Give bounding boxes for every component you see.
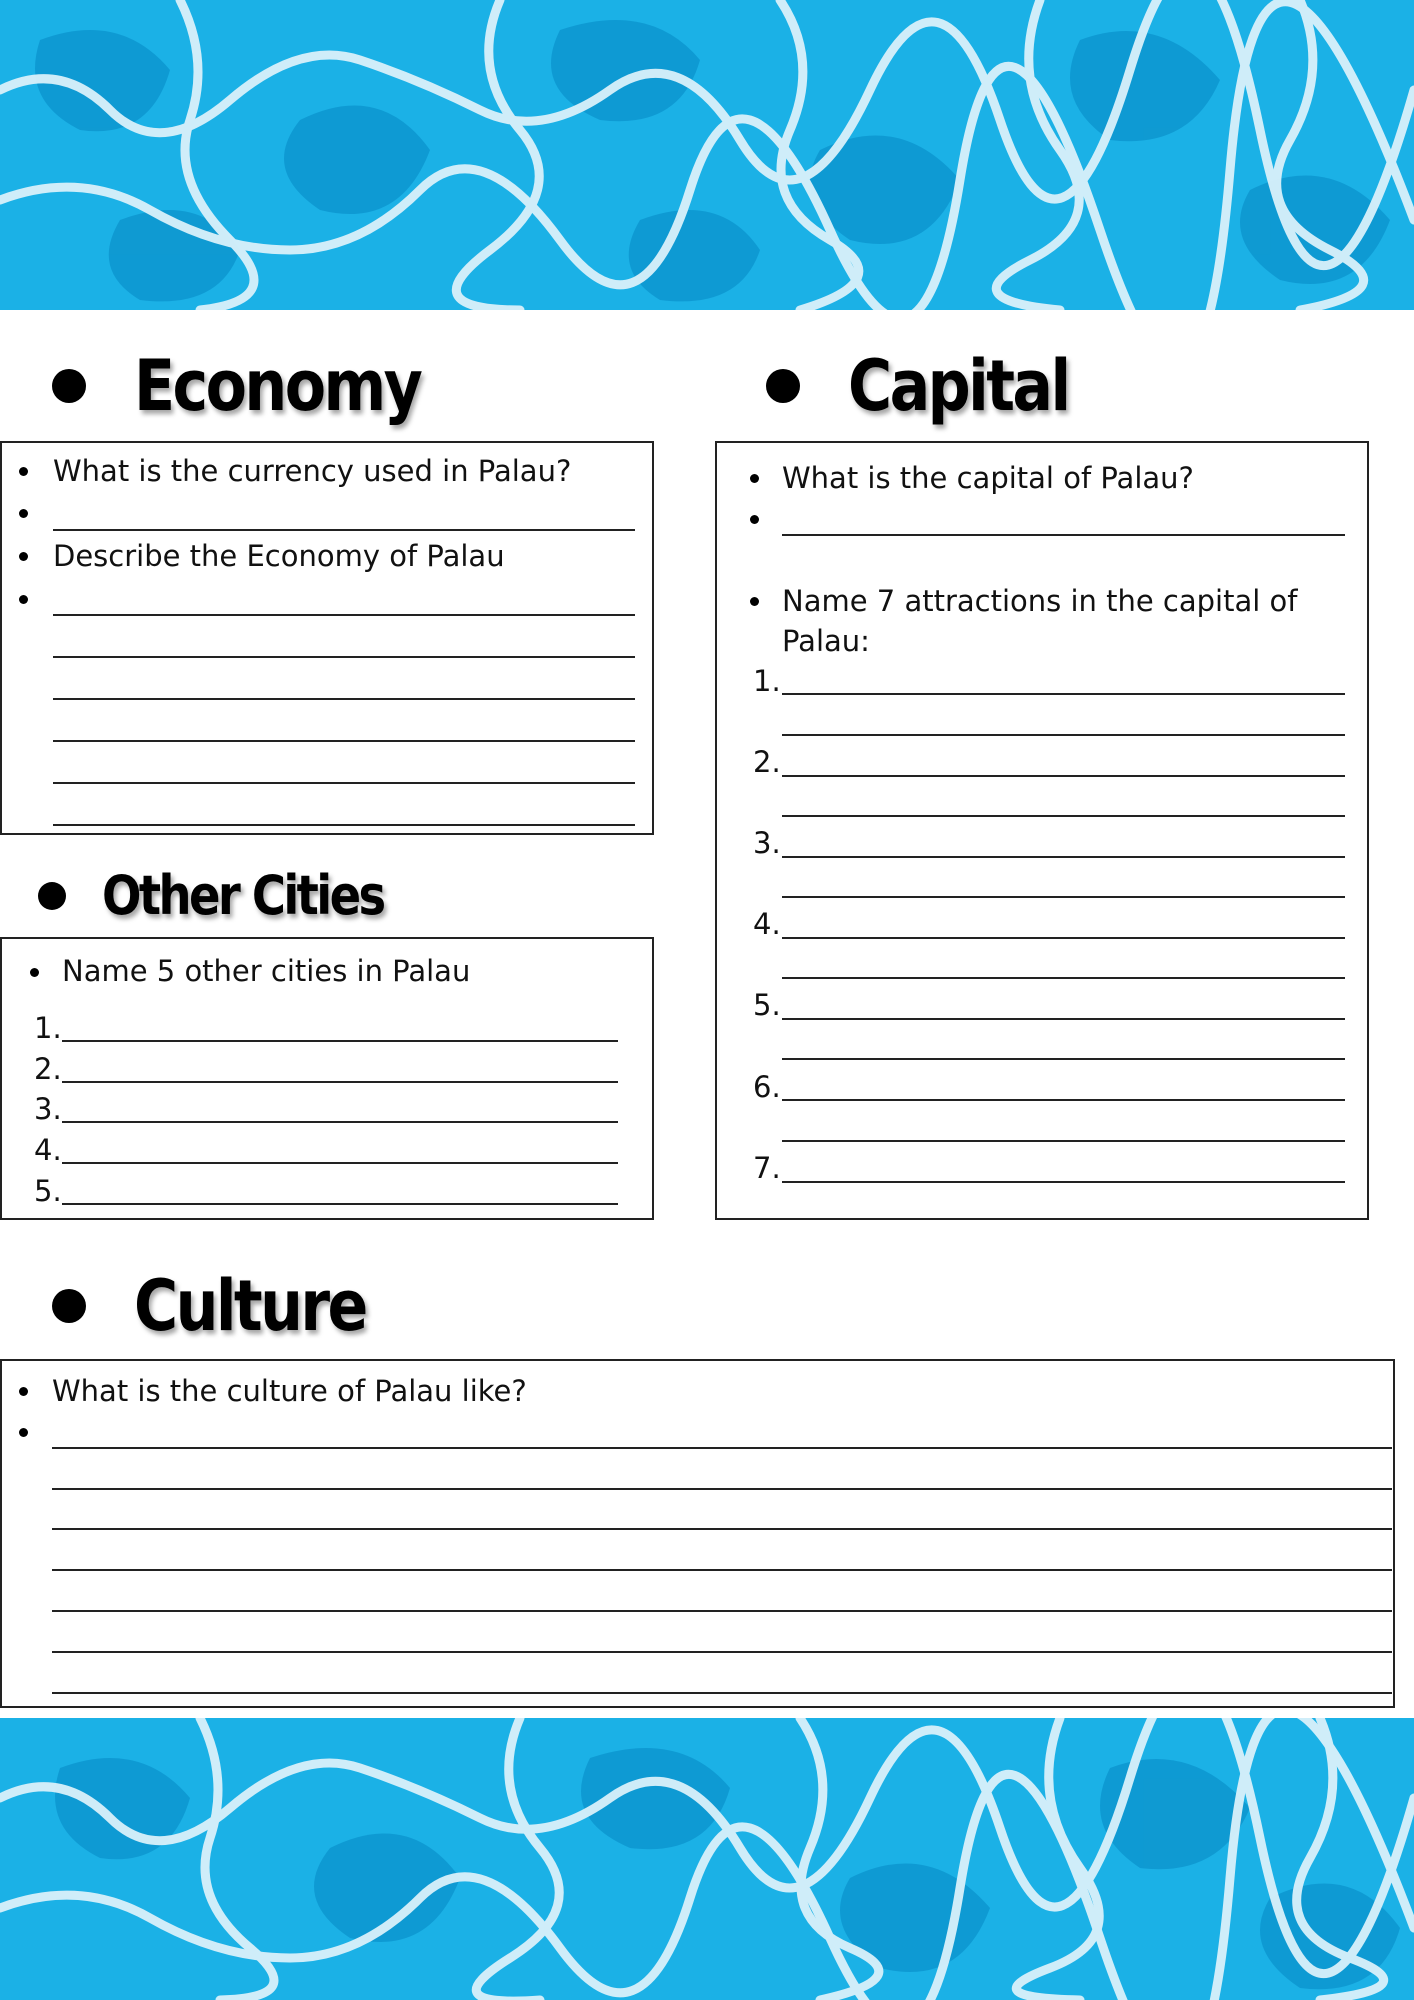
list-number: 5. xyxy=(753,988,781,1022)
answer-line[interactable] xyxy=(782,856,1345,858)
culture-box xyxy=(0,1359,1395,1708)
list-number: 3. xyxy=(34,1092,62,1126)
answer-line[interactable] xyxy=(782,896,1345,898)
water-pattern-image xyxy=(0,0,1414,310)
capital-question-name: What is the capital of Palau? xyxy=(782,461,1194,495)
list-number: 4. xyxy=(753,907,781,941)
answer-line[interactable] xyxy=(782,1099,1345,1101)
answer-line[interactable] xyxy=(782,693,1345,695)
heading-bullet-icon xyxy=(766,369,800,403)
list-number: 7. xyxy=(753,1151,781,1185)
other-cities-question: Name 5 other cities in Palau xyxy=(62,954,471,988)
other-cities-box xyxy=(0,937,654,1220)
bullet-icon xyxy=(19,595,28,604)
answer-line[interactable] xyxy=(782,815,1345,817)
bullet-icon xyxy=(19,1428,28,1437)
answer-line[interactable] xyxy=(52,1447,1392,1449)
answer-line[interactable] xyxy=(782,534,1345,536)
capital-heading xyxy=(766,345,1104,427)
capital-box xyxy=(715,441,1369,1220)
answer-line[interactable] xyxy=(52,1528,1392,1530)
heading-bullet-icon xyxy=(38,882,66,910)
culture-question: What is the culture of Palau like? xyxy=(52,1374,527,1408)
heading-bullet-icon xyxy=(52,1289,86,1323)
answer-line[interactable] xyxy=(53,698,635,700)
answer-line[interactable] xyxy=(782,977,1345,979)
water-pattern-banner-top xyxy=(0,0,1414,310)
list-number: 6. xyxy=(753,1070,781,1104)
list-number: 3. xyxy=(753,826,781,860)
answer-line[interactable] xyxy=(52,1610,1392,1612)
list-number: 4. xyxy=(34,1133,62,1167)
answer-line[interactable] xyxy=(62,1081,618,1083)
bullet-icon xyxy=(19,509,28,518)
answer-line[interactable] xyxy=(52,1569,1392,1571)
heading-bullet-icon xyxy=(52,369,86,403)
other-cities-heading-text: Other Cities xyxy=(102,864,384,927)
list-number: 1. xyxy=(753,664,781,698)
answer-line[interactable] xyxy=(62,1040,618,1042)
answer-line[interactable] xyxy=(62,1162,618,1164)
list-number: 1. xyxy=(34,1011,62,1045)
list-number: 2. xyxy=(34,1052,62,1086)
economy-box xyxy=(0,441,654,835)
list-number: 2. xyxy=(753,745,781,779)
answer-line[interactable] xyxy=(782,1018,1345,1020)
water-pattern-image xyxy=(0,1718,1414,2000)
other-cities-heading xyxy=(38,864,429,927)
bullet-icon xyxy=(30,968,39,977)
answer-line[interactable] xyxy=(782,775,1345,777)
answer-line[interactable] xyxy=(782,1181,1345,1183)
economy-heading-text: Economy xyxy=(134,345,421,427)
bullet-icon xyxy=(750,597,759,606)
bullet-icon xyxy=(19,467,28,476)
answer-line[interactable] xyxy=(53,782,635,784)
answer-line[interactable] xyxy=(782,1140,1345,1142)
answer-line[interactable] xyxy=(62,1121,618,1123)
capital-question-attractions: Name 7 attractions in the capital of Palau: xyxy=(782,584,1298,658)
economy-question-describe: Describe the Economy of Palau xyxy=(53,539,505,573)
answer-line[interactable] xyxy=(62,1203,618,1205)
answer-line[interactable] xyxy=(53,824,635,826)
economy-heading xyxy=(52,345,467,427)
answer-line[interactable] xyxy=(52,1651,1392,1653)
bullet-icon xyxy=(750,515,759,524)
answer-line[interactable] xyxy=(53,614,635,616)
culture-heading-text: Culture xyxy=(134,1265,366,1347)
answer-line[interactable] xyxy=(782,1058,1345,1060)
capital-heading-text: Capital xyxy=(848,345,1069,427)
answer-line[interactable] xyxy=(782,937,1345,939)
answer-line[interactable] xyxy=(782,734,1345,736)
economy-question-currency: What is the currency used in Palau? xyxy=(53,454,572,488)
list-number: 5. xyxy=(34,1174,62,1208)
bullet-icon xyxy=(750,474,759,483)
answer-line[interactable] xyxy=(53,740,635,742)
water-pattern-banner-bottom xyxy=(0,1718,1414,2000)
answer-line[interactable] xyxy=(52,1692,1392,1694)
culture-heading xyxy=(52,1265,404,1347)
answer-line[interactable] xyxy=(53,529,635,531)
bullet-icon xyxy=(19,1387,28,1396)
bullet-icon xyxy=(19,552,28,561)
answer-line[interactable] xyxy=(52,1488,1392,1490)
answer-line[interactable] xyxy=(53,656,635,658)
